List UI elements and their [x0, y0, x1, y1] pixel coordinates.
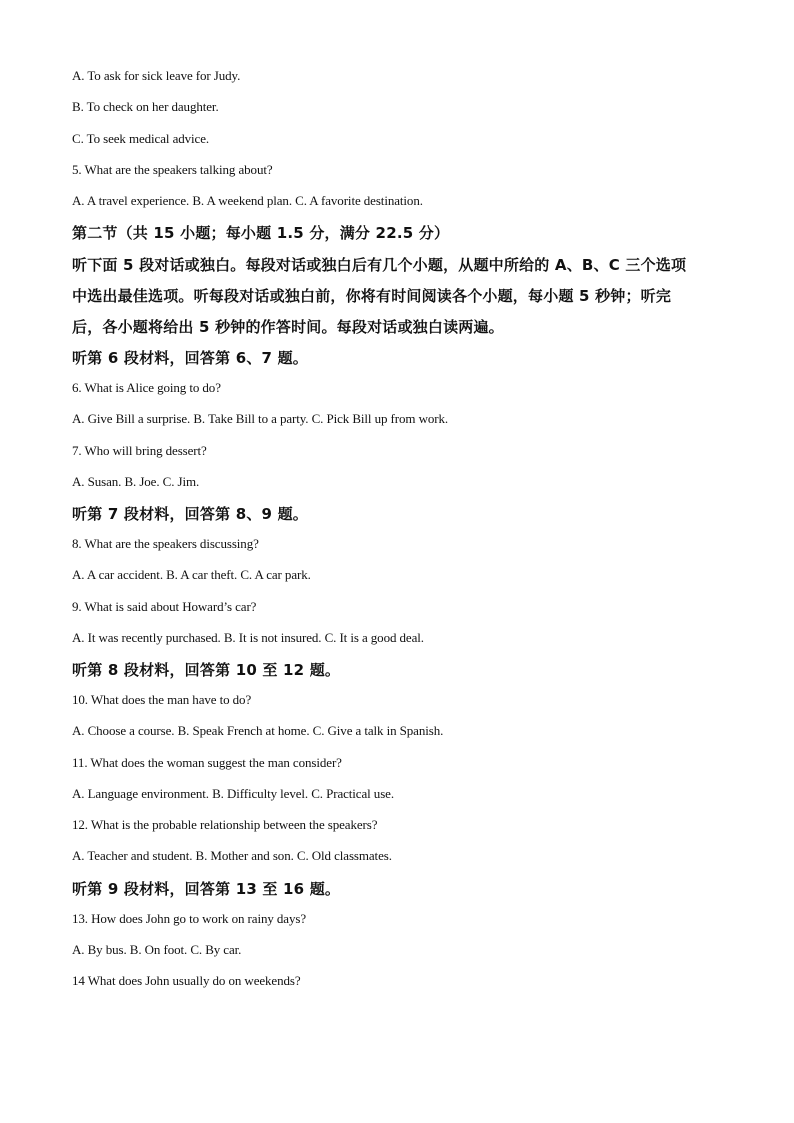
question-line: 14 What does John usually do on weekends? [72, 973, 301, 988]
option-line: B. To check on her daughter. [72, 99, 219, 114]
option-line: A. A car accident. B. A car theft. C. A car park. [72, 567, 311, 582]
option-line: C. To seek medical advice. [72, 131, 210, 146]
option-line: A. Choose a course. B. Speak French at home. C. Give a talk in Spanish. [72, 723, 444, 738]
material-heading: 听第 7 段材料，回答第 8、9 题。 [72, 505, 309, 523]
option-line: A. Give Bill a surprise. B. Take Bill to a party. C. Pick Bill up from work. [72, 411, 449, 426]
section-heading: 第二节（共 15 小题；每小题 1.5 分，满分 22.5 分） [72, 224, 450, 242]
instruction-line: 听下面 5 段对话或独白。每段对话或独白后有几个小题，从题中所给的 A、B、C 三个选项 [72, 256, 687, 274]
material-heading: 听第 9 段材料，回答第 13 至 16 题。 [72, 880, 341, 898]
question-line: 13. How does John go to work on rainy days? [72, 911, 307, 926]
question-line: 11. What does the woman suggest the man consider? [72, 755, 342, 770]
instruction-line: 中选出最佳选项。听每段对话或独白前，你将有时间阅读各个小题，每小题 5 秒钟；听完 [72, 287, 672, 305]
question-line: 9. What is said about Howard’s car? [72, 599, 257, 614]
material-heading: 听第 6 段材料，回答第 6、7 题。 [72, 349, 309, 367]
option-line: A. Teacher and student. B. Mother and son. C. Old classmates. [72, 848, 392, 863]
question-line: 5. What are the speakers talking about? [72, 162, 273, 177]
option-line: A. Language environment. B. Difficulty level. C. Practical use. [72, 786, 394, 801]
question-line: 10. What does the man have to do? [72, 692, 252, 707]
instruction-line: 后，各小题将给出 5 秒钟的作答时间。每段对话或独白读两遍。 [72, 318, 504, 336]
question-line: 8. What are the speakers discussing? [72, 536, 259, 551]
option-line: A. A travel experience. B. A weekend plan. C. A favorite destination. [72, 193, 423, 208]
material-heading: 听第 8 段材料，回答第 10 至 12 题。 [72, 661, 341, 679]
option-line: A. To ask for sick leave for Judy. [72, 68, 241, 83]
option-line: A. It was recently purchased. B. It is not insured. C. It is a good deal. [72, 630, 424, 645]
question-line: 12. What is the probable relationship between the speakers? [72, 817, 378, 832]
option-line: A. By bus. B. On foot. C. By car. [72, 942, 242, 957]
question-line: 7. Who will bring dessert? [72, 443, 207, 458]
question-line: 6. What is Alice going to do? [72, 380, 221, 395]
option-line: A. Susan. B. Joe. C. Jim. [72, 474, 200, 489]
